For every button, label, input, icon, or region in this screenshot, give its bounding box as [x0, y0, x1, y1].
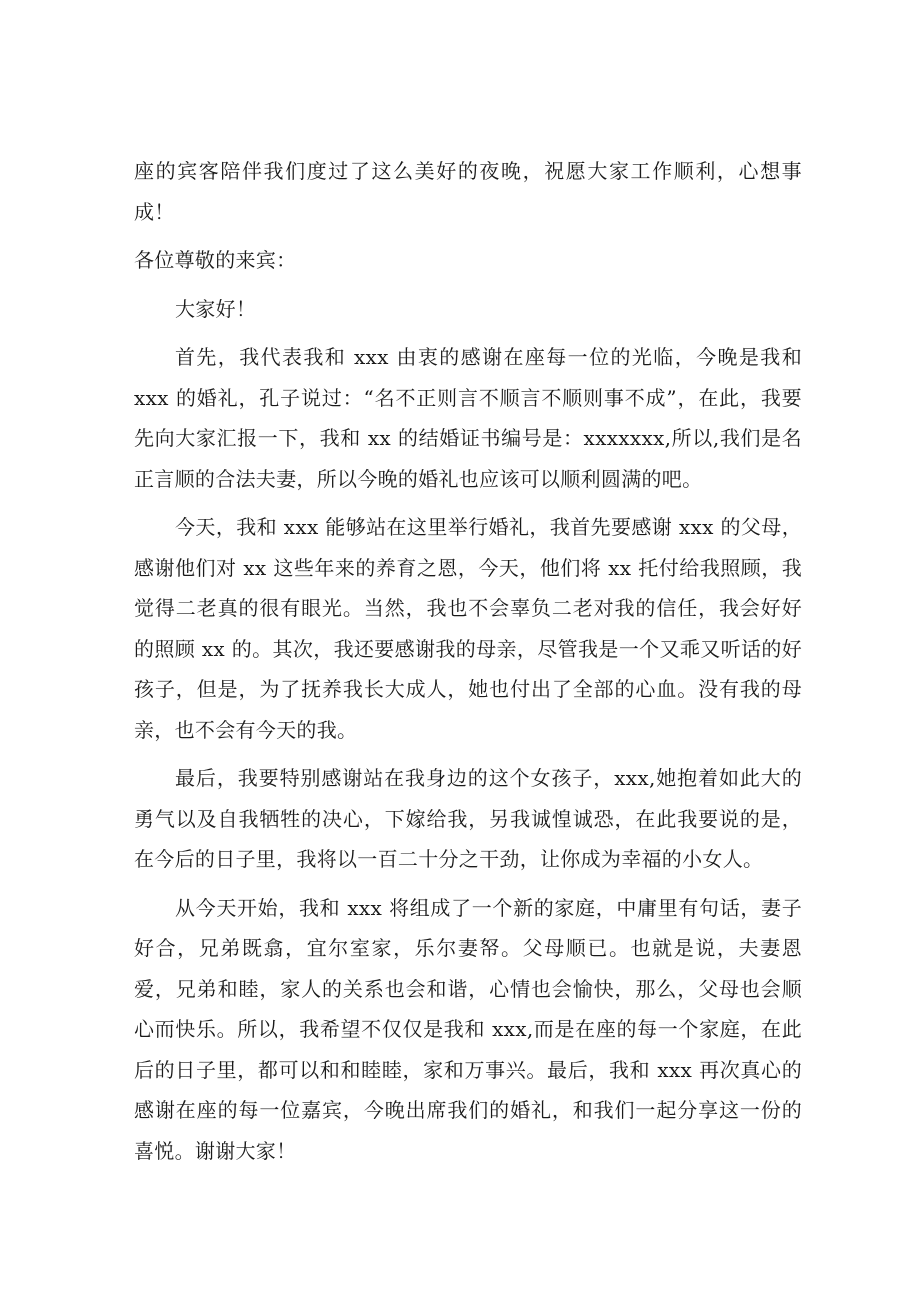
paragraph-thanks-guests: 首先，我代表我和 xxx 由衷的感谢在座每一位的光临，今晚是我和 xxx 的婚礼，孔子说过：“名不正则言不顺言不顺则事不成”，在此，我要先向大家汇报一下，我和 xx 的结婚证书编号是：xxxxxxx,所以,我们是名正言顺的合法夫妻，所以今晚的婚礼也应该可以顺利圆满的吧。: [134, 345, 802, 491]
document-body: [134, 151, 802, 1171]
greeting: 大家好！: [175, 296, 257, 321]
paragraph-thanks-parents: 今天，我和 xxx 能够站在这里举行婚礼，我首先要感谢 xxx 的父母，感谢他们对 xx 这些年来的养育之恩，今天，他们将 xx 托付给我照顾，我觉得二老真的很有眼光。当然，我也不会辜负二老对我的信任，我会好好的照顾 xx 的。其次，我还要感谢我的母亲，尽管我是一个又乖又听话的好孩子，但是，为了抚养我长大成人，她也付出了全部的心血。没有我的母亲，也不会有今天的我。: [134, 515, 802, 742]
paragraph-new-family: 从今天开始，我和 xxx 将组成了一个新的家庭，中庸里有句话，妻子好合，兄弟既翕，宜尔室家，乐尔妻帑。父母顺已。也就是说，夫妻恩爱，兄弟和睦，家人的关系也会和谐，心情也会愉快，那么，父母也会顺心而快乐。所以，我希望不仅仅是我和 xxx,而是在座的每一个家庭，在此后的日子里，都可以和和睦睦，家和万事兴。最后，我和 xxx 再次真心的感谢在座的每一位嘉宾，今晚出席我们的婚礼，和我们一起分享这一份的喜悦。谢谢大家！: [134, 895, 802, 1163]
opening-line: 座的宾客陪伴我们度过了这么美好的夜晚，祝愿大家工作顺利，心想事成！: [134, 159, 802, 224]
salutation: 各位尊敬的来宾：: [134, 248, 297, 272]
paragraph-thanks-bride: 最后，我要特别感谢站在我身边的这个女孩子，xxx,她抱着如此大的勇气以及自我牺牲的决心，下嫁给我，另我诚惶诚恐，在此我要说的是，在今后的日子里，我将以一百二十分之干劲，让你成为幸福的小女人。: [134, 766, 802, 871]
